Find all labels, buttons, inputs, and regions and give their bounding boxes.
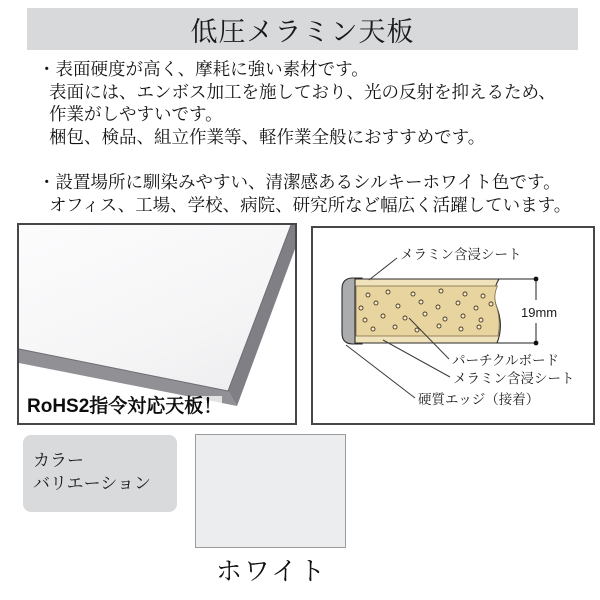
description-line: ・設置場所に馴染みやすい、清潔感あるシルキーホワイト色です。 bbox=[38, 172, 561, 192]
description-line: 梱包、検品、組立作業等、軽作業全般におすすめです。 bbox=[49, 126, 486, 147]
description-line: ・表面硬度が高く、摩耗に強い素材です。 bbox=[38, 59, 369, 79]
dimension-dot-top bbox=[534, 277, 539, 282]
color-swatch-name: ホワイト bbox=[215, 556, 328, 586]
description-line: 表面には、エンボス加工を施しており、光の反射を抑えるため、 bbox=[49, 81, 556, 102]
description-paragraph-1 bbox=[38, 58, 556, 148]
color-swatch-white bbox=[195, 434, 346, 548]
page-title-bar bbox=[27, 8, 578, 50]
label-bottom-melamine-sheet: メラミン含浸シート bbox=[453, 371, 575, 386]
cross-section-diagram bbox=[311, 226, 595, 425]
product-photo bbox=[17, 223, 297, 425]
color-variation-label-line2: バリエーション bbox=[33, 474, 151, 493]
tabletop-corner-image bbox=[19, 225, 295, 423]
description-line: 作業がしやすいです。 bbox=[49, 104, 223, 124]
label-hard-edge: 硬質エッジ（接着） bbox=[418, 392, 540, 407]
description-line: オフィス、工場、学校、病院、研究所など幅広く活躍しています。 bbox=[49, 194, 572, 215]
rohs-caption: RoHS2指令対応天板！ bbox=[27, 396, 223, 417]
cross-section-svg bbox=[313, 228, 593, 423]
label-particle-board: パーチクルボード bbox=[452, 353, 560, 368]
label-top-melamine-sheet: メラミン含浸シート bbox=[400, 247, 522, 262]
thickness-label: 19mm bbox=[521, 305, 558, 320]
description-paragraph-2 bbox=[38, 171, 571, 216]
dimension-dot-bottom bbox=[534, 341, 539, 346]
color-variation-label-line1: カラー bbox=[33, 451, 84, 470]
page-title: 低圧メラミン天板 bbox=[190, 16, 415, 47]
color-variation-label bbox=[23, 435, 177, 512]
